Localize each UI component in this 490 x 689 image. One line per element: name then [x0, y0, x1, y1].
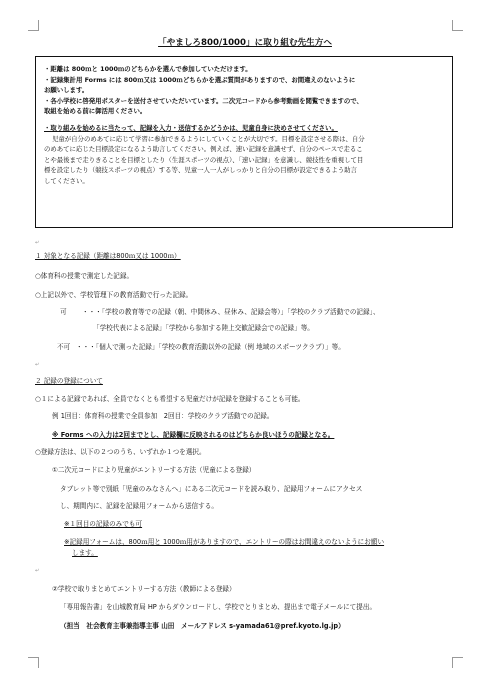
section2-item-optional: ○１による記録であれば、全員でなくとも希望する児童だけが記録を登録することも可能。	[35, 395, 305, 403]
notice-paragraph-line2: のめあてに応じた目標設定になるよう助言してください。例えば、速い記録を意識せず、自分のペースで走るこ	[44, 145, 363, 154]
paragraph-mark-icon: ↵	[35, 568, 40, 574]
section1-item-school-activity: ○上記以外で、学校管理下の教育活動で行った記録。	[35, 291, 193, 299]
page-title	[0, 36, 490, 48]
section1-heading: １ 対象となる記録（距離は800ｍ又は 1000ｍ）	[35, 252, 181, 260]
notice-paragraph-line5: してください。	[44, 176, 89, 185]
paragraph-mark-icon: ↵	[35, 362, 40, 368]
crop-mark-top-left	[28, 20, 39, 31]
section1-item-pe-class: ○体育科の授業で測定した記録。	[35, 272, 134, 280]
contact-line: （担当 社会教育主事兼指導主事 山田 メールアドレス s-yamada61@pref.kyoto.lg.jp）	[60, 622, 345, 630]
section1-ng-line: ・・・「個人で測った記録」「学校の教育活動以外の記録（例 地域のスポーツクラブ）」等。	[76, 343, 345, 351]
notice-paragraph-line4: 標を設定したり（競技スポーツの視点）する等、児童一人一人がしっかりと自分の目標が設定できるよう助言	[44, 166, 357, 175]
section2-forms-note: ※ Forms への入力は2回までとし、記録欄に反映されるのはどちらか良いほうの記録となる。	[52, 431, 335, 439]
section1-ok-label: 可	[60, 308, 67, 316]
section1-ng-label: 不可	[57, 343, 71, 351]
notice-bullet-poster	[44, 96, 446, 117]
section2-example: 例 1回目：体育科の授業で全員参加 2回目：学校のクラブ活動での記録。	[52, 412, 274, 420]
notice-bullet-forms-line1: ・記録集計用 Forms には 800ｍ又は 1000ｍどちらかを選ぶ質問がありますので、お間違えのないように	[44, 75, 356, 84]
section1-ok-line1: ・・・「学校の教育等での記録（朝、中間休み、昼休み、記録会等）」「学校のクラブ活動での記録」、	[82, 308, 380, 316]
notice-paragraph-line1: 児童が自分のめあてに応じて学習に参加できるようにしていくことが大切です。目標を設定させる際は、自分	[52, 134, 365, 143]
section2-item-method: ○登録方法は、以下の２つのうち、いずれか１つを選択。	[35, 448, 206, 456]
notice-bullet-self-decision: ・取り組みを始めるに当たって、記録を入力・送信するかどうかは、児童自身に決めさせてください。	[44, 123, 338, 132]
notice-bullet-poster-line2: 取組を始める前に御活用ください。	[44, 107, 147, 116]
method1-note: ※１回目の記録のみでも可	[64, 520, 143, 528]
notice-bullet-forms-line2: お願いします。	[44, 86, 89, 95]
notice-bullet-distance: ・距離は 800ｍと 1000ｍのどちらかを選んで参加していただけます。	[44, 65, 252, 73]
notice-box	[35, 56, 453, 228]
method1-warning-line2: します。	[72, 549, 98, 557]
method1-line2: し、期間内に、記録を記録用フォームから送信する。	[60, 502, 218, 510]
crop-mark-top-right	[452, 20, 463, 31]
method2-title: ②学校で取りまとめてエントリーする方法（教師による登録）	[52, 585, 236, 593]
paragraph-mark-icon: ↵	[35, 240, 40, 246]
method1-line1: タブレット等で別紙「児童のみなさんへ」にある二次元コードを読み取り、記録用フォームにアクセス	[60, 485, 363, 493]
method2-line1: 「専用報告書」を山城教育局 HP からダウンロードし、学校でとりまとめ、提出まで電子メールにて提出。	[60, 603, 377, 611]
section1-ok-line2: 「学校代表による記録」「学校から参加する陸上交歓記録会での記録」等。	[93, 324, 314, 332]
notice-paragraph-line3: とや最後まで走りきることを目標としたり（生涯スポーツの視点）、「速い記録」を意識し、競技性を重視して目	[44, 155, 364, 164]
page-title-text: 「やましろ800/1000」に取り組む先生方へ	[158, 38, 332, 48]
section2-heading: ２ 記録の登録について	[35, 377, 103, 385]
notice-bullet-poster-line1: ・各小学校に啓発用ポスターを送付させていただいています。二次元コードから参考動画を閲覧できますので、	[44, 96, 363, 105]
method1-warning-line1: ※記録用フォームは、800ｍ用と 1000ｍ用がありますので、エントリーの際はお間違えのないようにお願い	[64, 538, 385, 546]
crop-mark-bottom-left	[28, 657, 39, 668]
notice-bullet-forms	[44, 75, 446, 96]
crop-mark-bottom-right	[452, 657, 463, 668]
method1-title: ①二次元コードにより児童がエントリーする方法（児童による登録）	[52, 466, 256, 474]
